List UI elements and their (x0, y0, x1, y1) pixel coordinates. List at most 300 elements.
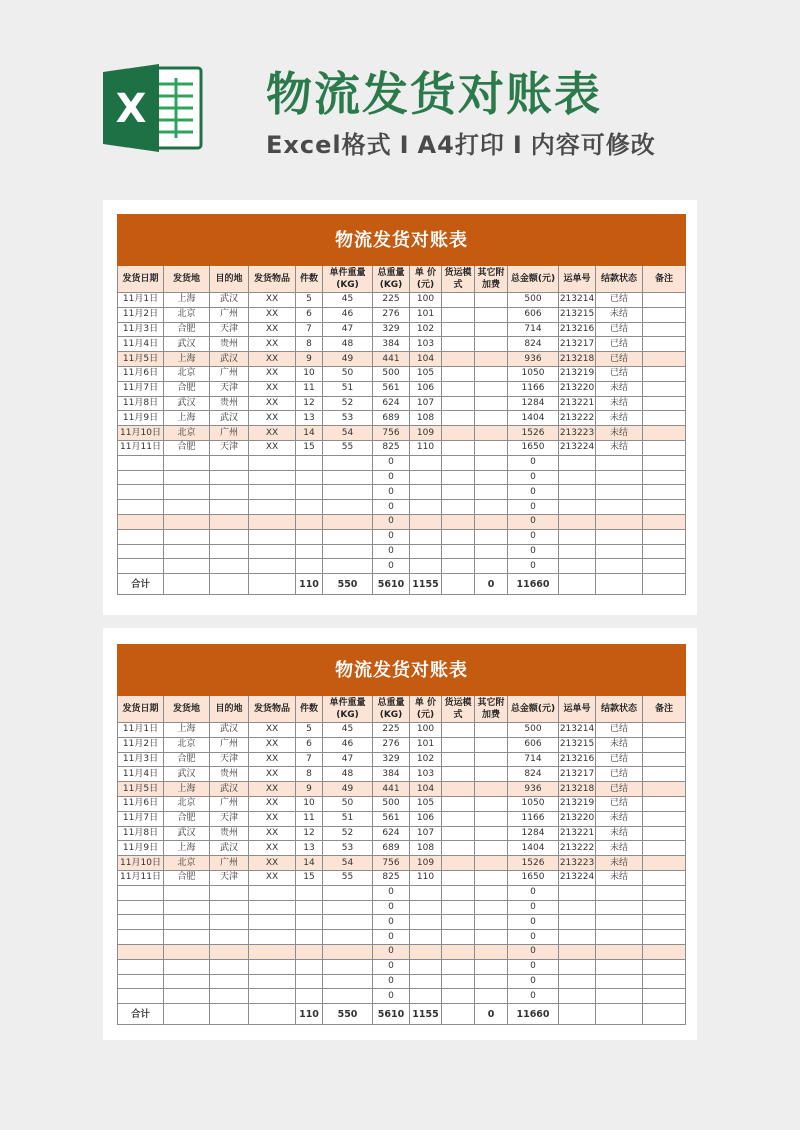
table-cell[interactable]: 936 (508, 782, 559, 797)
table-cell[interactable]: 0 (508, 944, 559, 959)
table-cell[interactable] (643, 470, 686, 485)
table-cell[interactable]: 0 (373, 989, 410, 1004)
table-cell[interactable]: 12 (296, 826, 323, 841)
table-cell[interactable]: 贵州 (210, 826, 249, 841)
table-cell[interactable]: 15 (296, 440, 323, 455)
table-cell[interactable] (643, 381, 686, 396)
table-cell[interactable] (442, 989, 475, 1004)
table-cell[interactable]: 213215 (559, 737, 596, 752)
table-cell[interactable]: 50 (323, 366, 373, 381)
table-cell[interactable]: 合肥 (164, 811, 210, 826)
table-cell[interactable]: 天津 (210, 870, 249, 885)
table-cell[interactable] (164, 974, 210, 989)
table-cell[interactable] (643, 440, 686, 455)
table-cell[interactable] (475, 841, 508, 856)
table-cell[interactable] (410, 944, 442, 959)
table-cell[interactable]: 1050 (508, 366, 559, 381)
table-cell[interactable] (249, 974, 296, 989)
table-cell[interactable] (643, 767, 686, 782)
table-cell[interactable] (596, 959, 643, 974)
table-cell[interactable] (475, 293, 508, 308)
table-cell[interactable] (249, 885, 296, 900)
table-cell[interactable]: 105 (410, 796, 442, 811)
table-cell[interactable]: 213219 (559, 366, 596, 381)
table-cell[interactable] (643, 307, 686, 322)
table-cell[interactable] (323, 930, 373, 945)
table-cell[interactable]: 上海 (164, 841, 210, 856)
table-cell[interactable]: 47 (323, 322, 373, 337)
table-cell[interactable]: 52 (323, 396, 373, 411)
table-cell[interactable] (118, 944, 164, 959)
table-cell[interactable]: 213217 (559, 337, 596, 352)
table-cell[interactable]: 0 (508, 974, 559, 989)
table-cell[interactable]: 武汉 (210, 841, 249, 856)
table-cell[interactable] (249, 470, 296, 485)
table-cell[interactable]: 5 (296, 293, 323, 308)
table-cell[interactable] (442, 930, 475, 945)
table-cell[interactable] (442, 514, 475, 529)
table-cell[interactable] (442, 559, 475, 574)
table-cell[interactable] (559, 544, 596, 559)
table-cell[interactable] (559, 974, 596, 989)
table-cell[interactable]: 0 (373, 470, 410, 485)
table-cell[interactable]: 825 (373, 440, 410, 455)
total-cell[interactable]: 550 (323, 1004, 373, 1025)
table-cell[interactable] (643, 352, 686, 367)
table-cell[interactable] (118, 544, 164, 559)
table-cell[interactable]: XX (249, 426, 296, 441)
table-cell[interactable] (643, 485, 686, 500)
table-cell[interactable]: XX (249, 826, 296, 841)
table-cell[interactable] (643, 426, 686, 441)
table-cell[interactable] (475, 930, 508, 945)
table-cell[interactable]: 0 (373, 930, 410, 945)
table-cell[interactable]: 11月6日 (118, 366, 164, 381)
table-cell[interactable] (118, 915, 164, 930)
table-cell[interactable] (596, 989, 643, 1004)
table-cell[interactable]: 未结 (596, 826, 643, 841)
total-cell[interactable]: 5610 (373, 1004, 410, 1025)
table-cell[interactable]: 213218 (559, 352, 596, 367)
table-cell[interactable] (118, 559, 164, 574)
table-cell[interactable]: 11月3日 (118, 322, 164, 337)
table-cell[interactable] (475, 796, 508, 811)
table-cell[interactable]: 11月4日 (118, 767, 164, 782)
table-cell[interactable] (559, 559, 596, 574)
table-cell[interactable]: 广州 (210, 426, 249, 441)
table-cell[interactable] (442, 723, 475, 738)
table-cell[interactable]: 213214 (559, 723, 596, 738)
table-cell[interactable] (442, 826, 475, 841)
table-cell[interactable] (643, 396, 686, 411)
table-cell[interactable]: 11月7日 (118, 381, 164, 396)
table-cell[interactable]: 未结 (596, 307, 643, 322)
total-cell[interactable]: 1155 (410, 574, 442, 595)
table-cell[interactable] (210, 514, 249, 529)
table-cell[interactable] (559, 455, 596, 470)
table-cell[interactable]: XX (249, 366, 296, 381)
table-cell[interactable] (164, 885, 210, 900)
table-cell[interactable]: 11 (296, 811, 323, 826)
table-cell[interactable] (249, 915, 296, 930)
table-cell[interactable]: 101 (410, 737, 442, 752)
table-cell[interactable] (559, 529, 596, 544)
table-cell[interactable]: 0 (508, 559, 559, 574)
table-cell[interactable] (643, 885, 686, 900)
table-cell[interactable]: 714 (508, 752, 559, 767)
table-cell[interactable] (249, 485, 296, 500)
total-cell[interactable] (442, 574, 475, 595)
table-cell[interactable] (410, 974, 442, 989)
table-cell[interactable]: 已结 (596, 366, 643, 381)
table-cell[interactable] (596, 514, 643, 529)
table-cell[interactable]: 50 (323, 796, 373, 811)
table-cell[interactable]: 14 (296, 426, 323, 441)
table-cell[interactable]: 500 (373, 366, 410, 381)
table-cell[interactable] (118, 959, 164, 974)
table-cell[interactable]: XX (249, 723, 296, 738)
table-cell[interactable]: XX (249, 352, 296, 367)
table-cell[interactable]: 11月7日 (118, 811, 164, 826)
table-cell[interactable]: 11月11日 (118, 440, 164, 455)
table-cell[interactable] (210, 959, 249, 974)
table-cell[interactable]: 825 (373, 870, 410, 885)
table-cell[interactable] (442, 767, 475, 782)
table-cell[interactable]: 13 (296, 841, 323, 856)
table-cell[interactable] (323, 915, 373, 930)
table-cell[interactable]: 213217 (559, 767, 596, 782)
table-cell[interactable]: 0 (373, 514, 410, 529)
table-cell[interactable] (296, 485, 323, 500)
table-cell[interactable]: 213220 (559, 811, 596, 826)
table-cell[interactable] (559, 944, 596, 959)
table-cell[interactable]: 11月3日 (118, 752, 164, 767)
table-cell[interactable] (323, 470, 373, 485)
total-cell[interactable] (249, 1004, 296, 1025)
table-cell[interactable]: 已结 (596, 767, 643, 782)
table-cell[interactable]: 101 (410, 307, 442, 322)
total-cell[interactable]: 110 (296, 1004, 323, 1025)
table-cell[interactable]: XX (249, 293, 296, 308)
table-cell[interactable] (296, 529, 323, 544)
table-cell[interactable] (210, 559, 249, 574)
table-cell[interactable] (475, 723, 508, 738)
table-cell[interactable] (164, 559, 210, 574)
table-cell[interactable] (475, 322, 508, 337)
table-cell[interactable]: 未结 (596, 870, 643, 885)
table-cell[interactable]: 107 (410, 826, 442, 841)
table-cell[interactable]: XX (249, 811, 296, 826)
table-cell[interactable]: 6 (296, 307, 323, 322)
table-cell[interactable] (643, 959, 686, 974)
table-cell[interactable] (442, 500, 475, 515)
table-cell[interactable] (475, 944, 508, 959)
table-cell[interactable] (296, 470, 323, 485)
total-cell[interactable]: 550 (323, 574, 373, 595)
table-cell[interactable]: 武汉 (164, 337, 210, 352)
total-cell[interactable] (559, 574, 596, 595)
table-cell[interactable] (118, 485, 164, 500)
table-cell[interactable] (249, 529, 296, 544)
table-cell[interactable] (410, 989, 442, 1004)
table-cell[interactable] (643, 544, 686, 559)
table-cell[interactable]: 武汉 (210, 352, 249, 367)
table-cell[interactable] (596, 900, 643, 915)
table-cell[interactable]: 北京 (164, 737, 210, 752)
table-cell[interactable]: 未结 (596, 811, 643, 826)
table-cell[interactable] (442, 841, 475, 856)
table-cell[interactable]: 624 (373, 826, 410, 841)
table-cell[interactable]: 100 (410, 293, 442, 308)
table-cell[interactable] (442, 959, 475, 974)
table-cell[interactable]: 8 (296, 337, 323, 352)
table-cell[interactable]: 51 (323, 811, 373, 826)
table-cell[interactable]: 未结 (596, 396, 643, 411)
table-cell[interactable]: 213223 (559, 856, 596, 871)
table-cell[interactable]: 606 (508, 737, 559, 752)
table-cell[interactable] (164, 455, 210, 470)
table-cell[interactable]: 北京 (164, 796, 210, 811)
table-cell[interactable]: 合肥 (164, 322, 210, 337)
table-cell[interactable]: 天津 (210, 752, 249, 767)
table-cell[interactable]: XX (249, 796, 296, 811)
table-cell[interactable] (475, 500, 508, 515)
table-cell[interactable]: 已结 (596, 796, 643, 811)
table-cell[interactable] (442, 440, 475, 455)
table-cell[interactable]: 天津 (210, 440, 249, 455)
table-cell[interactable] (643, 944, 686, 959)
table-cell[interactable] (596, 885, 643, 900)
table-cell[interactable] (410, 544, 442, 559)
table-cell[interactable]: 0 (373, 455, 410, 470)
table-cell[interactable]: 624 (373, 396, 410, 411)
table-cell[interactable]: 0 (508, 529, 559, 544)
table-cell[interactable] (164, 544, 210, 559)
table-cell[interactable] (164, 930, 210, 945)
table-cell[interactable] (442, 337, 475, 352)
table-cell[interactable] (643, 529, 686, 544)
table-cell[interactable]: XX (249, 841, 296, 856)
table-cell[interactable]: 213215 (559, 307, 596, 322)
table-cell[interactable]: 45 (323, 293, 373, 308)
table-cell[interactable] (210, 885, 249, 900)
table-cell[interactable] (475, 989, 508, 1004)
table-cell[interactable] (323, 514, 373, 529)
table-cell[interactable]: 384 (373, 767, 410, 782)
table-cell[interactable]: 已结 (596, 322, 643, 337)
table-cell[interactable]: 0 (508, 470, 559, 485)
table-cell[interactable] (323, 974, 373, 989)
table-cell[interactable]: 824 (508, 767, 559, 782)
table-cell[interactable] (118, 455, 164, 470)
table-cell[interactable] (559, 959, 596, 974)
table-cell[interactable] (475, 811, 508, 826)
table-cell[interactable] (643, 322, 686, 337)
table-cell[interactable] (118, 974, 164, 989)
table-cell[interactable]: 0 (373, 974, 410, 989)
table-cell[interactable] (410, 559, 442, 574)
table-cell[interactable]: 北京 (164, 856, 210, 871)
table-cell[interactable]: 9 (296, 782, 323, 797)
total-cell[interactable] (164, 1004, 210, 1025)
table-cell[interactable]: 107 (410, 396, 442, 411)
table-cell[interactable] (475, 426, 508, 441)
table-cell[interactable] (442, 470, 475, 485)
table-cell[interactable]: 213222 (559, 411, 596, 426)
table-cell[interactable]: 110 (410, 870, 442, 885)
table-cell[interactable]: 已结 (596, 293, 643, 308)
table-cell[interactable] (410, 485, 442, 500)
table-cell[interactable] (643, 366, 686, 381)
table-cell[interactable]: 天津 (210, 322, 249, 337)
table-cell[interactable]: 756 (373, 856, 410, 871)
table-cell[interactable]: 1050 (508, 796, 559, 811)
table-cell[interactable]: 108 (410, 411, 442, 426)
table-cell[interactable]: 213220 (559, 381, 596, 396)
table-cell[interactable]: 11月2日 (118, 307, 164, 322)
table-cell[interactable]: 11月10日 (118, 856, 164, 871)
table-cell[interactable]: 500 (508, 293, 559, 308)
table-cell[interactable]: 110 (410, 440, 442, 455)
table-cell[interactable] (475, 411, 508, 426)
table-cell[interactable] (323, 485, 373, 500)
table-cell[interactable]: 武汉 (164, 396, 210, 411)
table-cell[interactable] (296, 500, 323, 515)
table-cell[interactable] (210, 485, 249, 500)
table-cell[interactable]: 11月2日 (118, 737, 164, 752)
table-cell[interactable]: 武汉 (210, 723, 249, 738)
table-cell[interactable] (210, 900, 249, 915)
total-cell[interactable] (596, 574, 643, 595)
table-cell[interactable] (442, 885, 475, 900)
table-cell[interactable] (559, 915, 596, 930)
table-cell[interactable] (442, 352, 475, 367)
table-cell[interactable]: 213219 (559, 796, 596, 811)
table-cell[interactable] (118, 529, 164, 544)
table-cell[interactable] (643, 411, 686, 426)
table-cell[interactable]: XX (249, 411, 296, 426)
table-cell[interactable]: 北京 (164, 426, 210, 441)
table-cell[interactable]: 53 (323, 841, 373, 856)
table-cell[interactable]: 0 (508, 930, 559, 945)
table-cell[interactable] (475, 767, 508, 782)
table-cell[interactable] (442, 381, 475, 396)
total-cell[interactable]: 110 (296, 574, 323, 595)
table-cell[interactable] (442, 811, 475, 826)
table-cell[interactable]: 561 (373, 381, 410, 396)
table-cell[interactable]: 已结 (596, 782, 643, 797)
table-cell[interactable] (442, 411, 475, 426)
table-cell[interactable] (296, 885, 323, 900)
table-cell[interactable]: 225 (373, 293, 410, 308)
table-cell[interactable]: 未结 (596, 841, 643, 856)
table-cell[interactable] (410, 514, 442, 529)
table-cell[interactable] (475, 959, 508, 974)
table-cell[interactable] (296, 544, 323, 559)
table-cell[interactable] (643, 841, 686, 856)
table-cell[interactable] (410, 455, 442, 470)
total-cell[interactable] (442, 1004, 475, 1025)
table-cell[interactable] (643, 737, 686, 752)
table-cell[interactable]: 0 (508, 455, 559, 470)
table-cell[interactable]: 105 (410, 366, 442, 381)
table-cell[interactable]: 10 (296, 796, 323, 811)
table-cell[interactable] (475, 974, 508, 989)
table-cell[interactable] (475, 440, 508, 455)
table-cell[interactable] (559, 470, 596, 485)
table-cell[interactable]: 武汉 (210, 782, 249, 797)
table-cell[interactable] (210, 455, 249, 470)
table-cell[interactable]: 0 (373, 500, 410, 515)
table-cell[interactable]: 104 (410, 782, 442, 797)
table-cell[interactable]: 未结 (596, 411, 643, 426)
table-cell[interactable] (475, 870, 508, 885)
table-cell[interactable] (596, 974, 643, 989)
table-cell[interactable]: 0 (508, 514, 559, 529)
total-cell[interactable]: 11660 (508, 574, 559, 595)
table-cell[interactable] (643, 293, 686, 308)
table-cell[interactable] (559, 930, 596, 945)
table-cell[interactable]: XX (249, 870, 296, 885)
table-cell[interactable] (249, 514, 296, 529)
table-cell[interactable]: 54 (323, 856, 373, 871)
table-cell[interactable]: 606 (508, 307, 559, 322)
table-cell[interactable] (643, 930, 686, 945)
table-cell[interactable]: XX (249, 396, 296, 411)
table-cell[interactable]: 已结 (596, 352, 643, 367)
table-cell[interactable]: 6 (296, 737, 323, 752)
table-cell[interactable] (118, 500, 164, 515)
table-cell[interactable] (249, 989, 296, 1004)
table-cell[interactable]: 未结 (596, 856, 643, 871)
table-cell[interactable] (643, 856, 686, 871)
table-cell[interactable]: 贵州 (210, 767, 249, 782)
table-cell[interactable] (559, 500, 596, 515)
table-cell[interactable] (442, 307, 475, 322)
table-cell[interactable]: 11 (296, 381, 323, 396)
table-cell[interactable] (442, 870, 475, 885)
table-cell[interactable]: 1526 (508, 856, 559, 871)
table-cell[interactable]: 10 (296, 366, 323, 381)
table-cell[interactable]: 11月9日 (118, 411, 164, 426)
table-cell[interactable] (164, 529, 210, 544)
table-cell[interactable]: 52 (323, 826, 373, 841)
table-cell[interactable]: 48 (323, 337, 373, 352)
table-cell[interactable] (323, 944, 373, 959)
table-cell[interactable]: 武汉 (210, 411, 249, 426)
table-cell[interactable] (442, 856, 475, 871)
table-cell[interactable] (249, 930, 296, 945)
table-cell[interactable]: 1284 (508, 396, 559, 411)
table-cell[interactable]: 106 (410, 811, 442, 826)
table-cell[interactable]: 11月8日 (118, 826, 164, 841)
table-cell[interactable] (442, 293, 475, 308)
table-cell[interactable]: 824 (508, 337, 559, 352)
table-cell[interactable] (559, 989, 596, 1004)
table-cell[interactable] (410, 930, 442, 945)
table-cell[interactable]: 108 (410, 841, 442, 856)
table-cell[interactable]: 北京 (164, 307, 210, 322)
table-cell[interactable] (410, 900, 442, 915)
table-cell[interactable]: 广州 (210, 307, 249, 322)
table-cell[interactable]: 已结 (596, 723, 643, 738)
table-cell[interactable]: 48 (323, 767, 373, 782)
table-cell[interactable] (164, 915, 210, 930)
table-cell[interactable] (410, 959, 442, 974)
table-cell[interactable] (475, 737, 508, 752)
total-cell[interactable] (210, 574, 249, 595)
table-cell[interactable] (475, 826, 508, 841)
